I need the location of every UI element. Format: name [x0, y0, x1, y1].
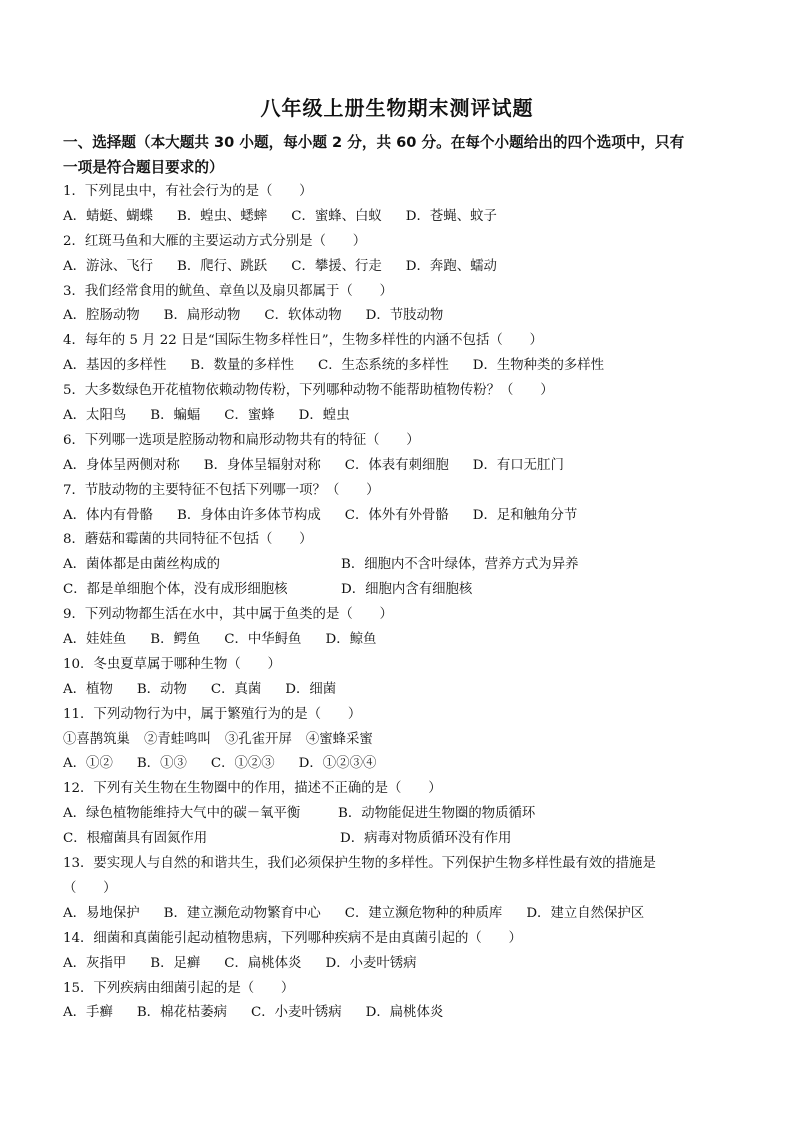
section-heading-line-1: 一、选择题（本大题共 30 小题，每小题 2 分，共 60 分。在每个小题给出的四个选项中，只有 [63, 134, 685, 151]
option-c: C．软体动物 [264, 308, 342, 324]
question-stem: 4．每年的 5 月 22 日是“国际生物多样性日”，生物多样性的内涵不包括（ ） [63, 333, 543, 349]
option-d: D．细胞内含有细胞核 [341, 582, 473, 598]
question-stem: 6．下列哪一选项是腔肠动物和扁形动物共有的特征（ ） [63, 432, 420, 448]
option-d: D．足和触角分节 [472, 507, 578, 523]
question-options [63, 1001, 763, 1026]
question-stem: 5．大多数绿色开花植物依赖动物传粉，下列哪种动物不能帮助植物传粉？（ ） [63, 383, 554, 399]
option-d: D．①②③④ [298, 756, 377, 772]
option-a: A．身体呈两侧对称 [63, 457, 180, 473]
section-heading-line-2: 一项是符合题目要求的） [63, 158, 224, 176]
question-stem: 2．红斑马鱼和大雁的主要运动方式分别是（ ） [63, 233, 367, 249]
option-a: A．腔肠动物 [63, 308, 140, 324]
option-c: C．生态系统的多样性 [317, 358, 449, 374]
option-a: A．基因的多样性 [63, 358, 167, 374]
question-stem-continuation: （ ） [63, 880, 117, 896]
option-d: D．病毒对物质循环没有作用 [340, 831, 512, 847]
option-b: B．棉花枯萎病 [136, 1005, 228, 1021]
question-stem: 10．冬虫夏草属于哪种生物（ ） [63, 656, 281, 672]
option-d: D．鲸鱼 [325, 632, 377, 648]
question-stem: 12．下列有关生物在生物圈中的作用，描述不正确的是（ ） [63, 781, 442, 797]
question-options [63, 354, 763, 379]
option-a: A．体内有骨骼 [63, 507, 154, 523]
question-options-row-2 [63, 827, 763, 852]
option-d: D．苍蝇、蚊子 [405, 208, 497, 224]
option-a: A．灰指甲 [63, 955, 127, 971]
option-c: C．体外有外骨骼 [344, 507, 449, 523]
option-c: C．根瘤菌具有固氮作用 [63, 831, 208, 847]
option-b: B．建立濒危动物繁育中心 [163, 905, 321, 921]
option-b: B．数量的多样性 [190, 358, 294, 374]
option-a: A．绿色植物能维持大气中的碳－氧平衡 [63, 806, 301, 822]
option-d: D．节肢动物 [365, 308, 444, 324]
option-b: B．蝗虫、蟋蟀 [177, 208, 268, 224]
option-c: C．攀援、行走 [291, 258, 382, 274]
question-stem: 15．下列疾病由细菌引起的是（ ） [63, 980, 295, 996]
question-options [63, 255, 763, 280]
option-c: C．真菌 [210, 681, 262, 697]
option-c: C．蜜蜂 [224, 408, 275, 424]
question-options [63, 304, 763, 329]
question-options [63, 678, 763, 703]
question-stem: 9．下列动物都生活在水中，其中属于鱼类的是（ ） [63, 607, 393, 623]
question-stem: 13．要实现人与自然的和谐共生，我们必须保护生物的多样性。下列保护生物多样性最有效的措施是 [63, 856, 656, 872]
question-options [63, 454, 763, 479]
option-a: A．蜻蜓、蝴蝶 [63, 208, 154, 224]
option-a: A．娃娃鱼 [63, 632, 127, 648]
option-d: D．扁桃体炎 [365, 1005, 444, 1021]
option-b: B．扁形动物 [163, 308, 241, 324]
option-a: A．游泳、飞行 [63, 258, 154, 274]
question-stem: 1．下列昆虫中，有社会行为的是（ ） [63, 184, 313, 199]
option-b: B．身体由许多体节构成 [177, 507, 321, 523]
option-a: A．手癣 [63, 1005, 113, 1021]
question-list [63, 180, 763, 1026]
question-stem: 14．细菌和真菌能引起动植物患病，下列哪种疾病不是由真菌引起的（ ） [63, 930, 522, 946]
option-c: C．①②③ [210, 756, 275, 772]
question-stem: 3．我们经常食用的鱿鱼、章鱼以及扇贝都属于（ ） [63, 283, 393, 299]
option-d: D．蝗虫 [298, 408, 350, 424]
option-d: D．建立自然保护区 [526, 905, 645, 921]
option-c: C．中华鲟鱼 [224, 632, 302, 648]
question-options [63, 404, 763, 429]
option-d: D．细菌 [285, 681, 337, 697]
question-options [63, 752, 763, 777]
question-stem: 8．蘑菇和霉菌的共同特征不包括（ ） [63, 532, 313, 548]
option-b: B．①③ [136, 756, 187, 772]
option-a: A．菌体都是由菌丝构成的 [63, 557, 220, 573]
option-b: B．动物 [136, 681, 187, 697]
option-b: B．细胞内不含叶绿体，营养方式为异养 [341, 557, 579, 573]
statement-1: ①喜鹊筑巢 [63, 731, 130, 747]
option-a: A．①② [63, 756, 113, 772]
option-b: B．蝙蝠 [150, 408, 201, 424]
option-c: C．蜜蜂、白蚁 [291, 208, 382, 224]
question-statements [63, 728, 763, 753]
option-c: C．体表有刺细胞 [344, 457, 449, 473]
question-options-row-1 [63, 553, 763, 578]
option-b: B．足癣 [150, 955, 201, 971]
statement-2: ②青蛙鸣叫 [143, 731, 211, 747]
option-c: C．建立濒危物种的种质库 [344, 905, 503, 921]
question-options [63, 205, 763, 230]
statement-3: ③孔雀开屏 [224, 731, 292, 747]
question-options-row-2 [63, 578, 763, 603]
option-c: C．都是单细胞个体，没有成形细胞核 [63, 582, 288, 598]
statement-4: ④蜜蜂采蜜 [305, 731, 373, 747]
option-d: D．生物种类的多样性 [472, 358, 605, 374]
exam-title: 八年级上册生物期末测评试题 [260, 96, 534, 120]
option-d: D．小麦叶锈病 [325, 955, 417, 971]
option-a: A．太阳鸟 [63, 408, 127, 424]
option-d: D．奔跑、蠕动 [405, 258, 497, 274]
option-b: B．鳄鱼 [150, 632, 201, 648]
option-b: B．爬行、跳跃 [177, 258, 268, 274]
question-options [63, 952, 763, 977]
question-stem: 11．下列动物行为中，属于繁殖行为的是（ ） [63, 706, 362, 722]
option-b: B．动物能促进生物圈的物质循环 [338, 806, 536, 822]
question-stem: 7．节肢动物的主要特征不包括下列哪一项？（ ） [63, 482, 380, 498]
question-options [63, 902, 763, 927]
option-b: B．身体呈辐射对称 [203, 457, 321, 473]
section-heading [63, 131, 763, 180]
option-d: D．有口无肛门 [472, 457, 564, 473]
option-c: C．扁桃体炎 [224, 955, 302, 971]
question-options [63, 504, 763, 529]
question-options-row-1 [63, 802, 763, 827]
option-a: A．植物 [63, 681, 113, 697]
option-a: A．易地保护 [63, 905, 140, 921]
option-c: C．小麦叶锈病 [251, 1005, 342, 1021]
question-options [63, 628, 763, 653]
